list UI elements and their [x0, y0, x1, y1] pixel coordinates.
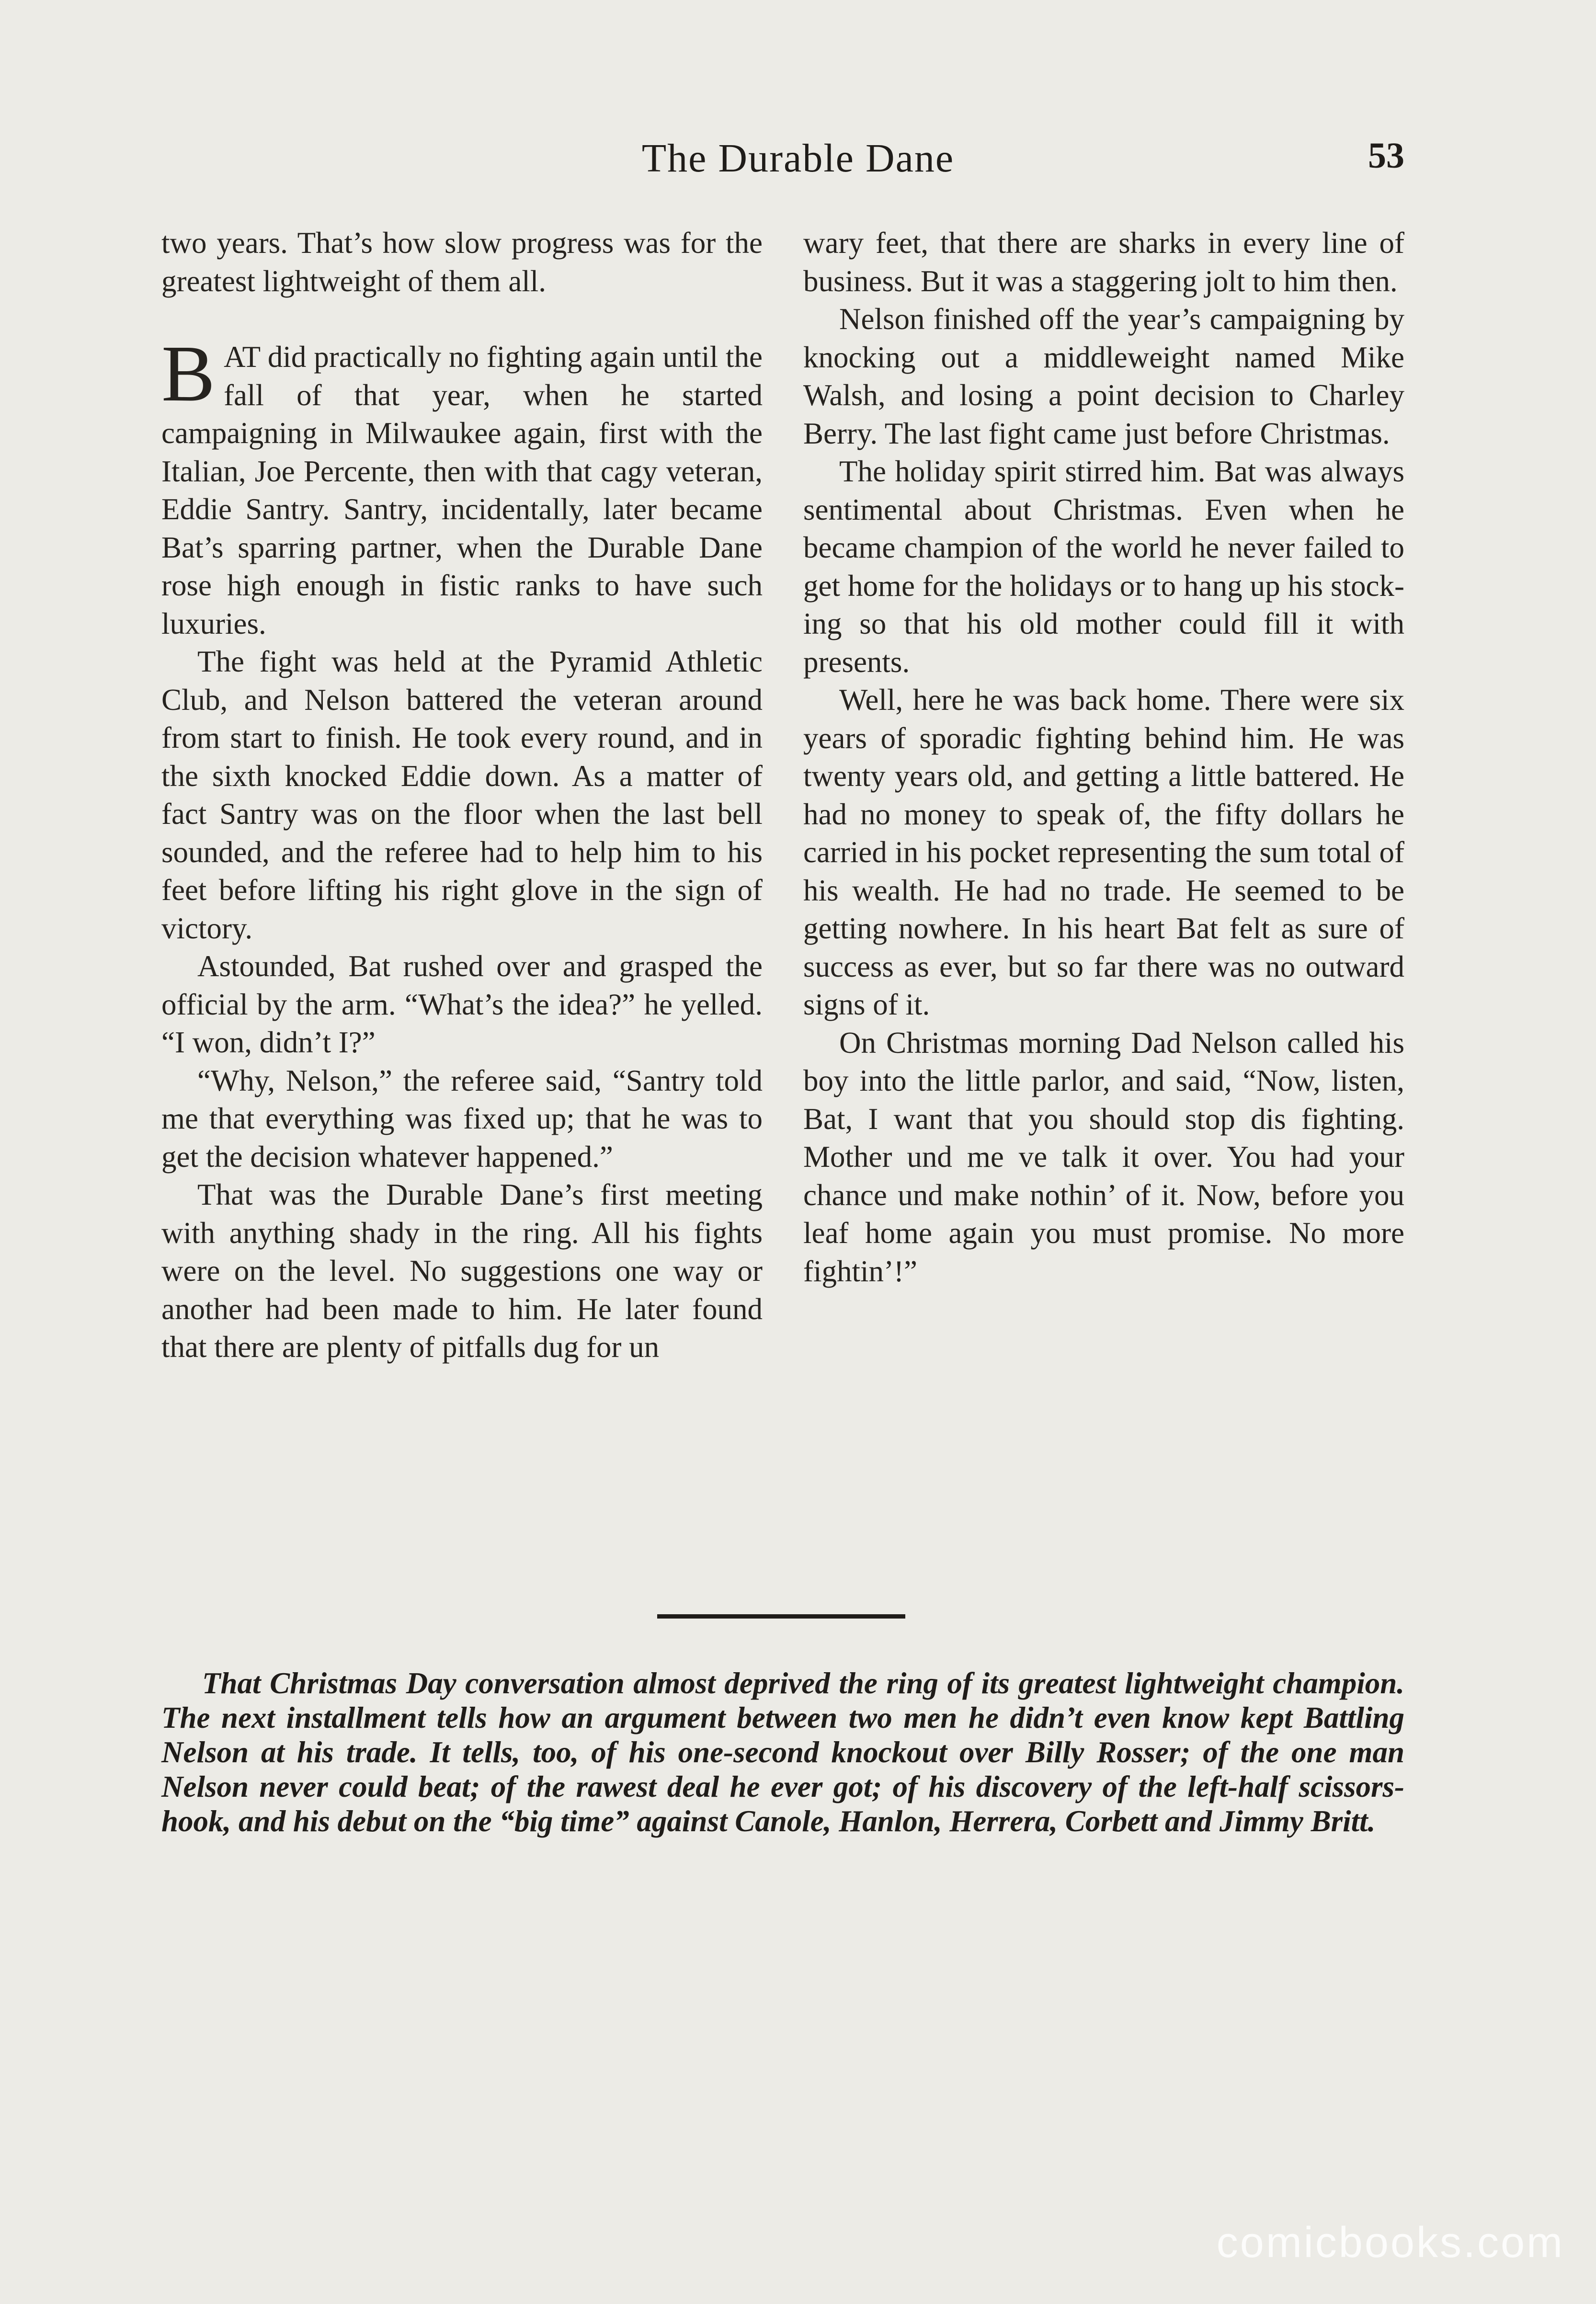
running-title: The Durable Dane	[641, 136, 955, 181]
next-installment-note: That Christmas Day conversation almost deprived the ring of its greatest lightweight champion. The next installment tells how an argument between two men he didn’t even know kept Battling Nelson at his trade. It tells, too, of his one-second knockout over Billy Rosser; of the one man Nelson never could beat; of the rawest deal he ever got; of his discovery of the left-half scissors-hook, and his debut on the “big time” against Canole, Hanlon, Herrera, Corbett and Jimmy Britt.	[161, 1666, 1404, 1838]
paragraph: The fight was held at the Pyramid Athletic Club, and Nelson battered the veteran around from start to finish. He took every round, and in the sixth knocked Eddie down. As a matter of fact Santry was on the floor when the last bell sounded, and the referee had to help him to his feet before lifting his right glove in the sign of victory.	[161, 645, 763, 945]
page-header	[0, 0, 1596, 201]
paragraph: Well, here he was back home. There were six years of sporadic fighting behind him. He was twenty years old, and getting a little battered. He had no money to speak of, the fifty dollars he carried in his pocket representing the sum total of his wealth. He had no trade. He seemed to be getting nowhere. In his heart Bat felt as sure of success as ever, but so far there was no outward signs of it.	[803, 683, 1404, 1021]
paragraph: “Why, Nelson,” the referee said, “Santry told me that everything was fixed up; that he was to get the decision whatever happened.”	[161, 1063, 763, 1174]
paragraph: Nelson finished off the year’s campaigning by knocking out a middleweight named Mike Walsh, and losing a point decision to Charley Berry. The last fight came just before Christmas.	[803, 302, 1404, 450]
paragraph: wary feet, that there are sharks in every line of business. But it was a staggering jolt to him then.	[803, 226, 1404, 298]
watermark: comicbooks.com	[1216, 2219, 1564, 2267]
right-column	[803, 224, 1404, 1290]
paragraph-with-drop-cap	[161, 329, 763, 643]
paragraph-text: AT did practically no fighting again until the fall of that year, when he started campaigning in Milwaukee again, first with the Italian, Joe Percente, then with that cagy veteran, Eddie Santry. Santry, incidentally, later became Bat’s sparring partner, when the Durable Dane rose high enough in fistic ranks to have such luxuries.	[161, 340, 763, 640]
paragraph: That was the Durable Dane’s first meeting with anything shady in the ring. All his fights were on the level. No suggestions one way or another had been made to him. He later found that there are plenty of pitfalls dug for un	[161, 1178, 763, 1364]
paragraph: On Christmas morning Dad Nelson called his boy into the little parlor, and said, “Now, listen, Bat, I want that you should stop dis fighting. Mother und me ve talk it over. You had your chance und make nothin’ of it. Now, before you leaf home again you must promise. No more fightin’!”	[803, 1026, 1404, 1288]
paragraph: two years. That’s how slow progress was for the greatest lightweight of them all.	[161, 226, 763, 298]
page-number: 53	[1368, 136, 1404, 176]
drop-cap: B	[161, 329, 216, 418]
paragraph: The holiday spirit stirred him. Bat was always sentimental about Christmas. Even when he became champion of the world he never failed to get home for the holidays or to hang up his stocking so that his old mother could fill it with presents.	[803, 455, 1404, 679]
left-column	[161, 224, 763, 1367]
paragraph: Astounded, Bat rushed over and grasped the official by the arm. “What’s the idea?” he yelled. “I won, didn’t I?”	[161, 949, 763, 1059]
section-divider	[657, 1614, 905, 1619]
